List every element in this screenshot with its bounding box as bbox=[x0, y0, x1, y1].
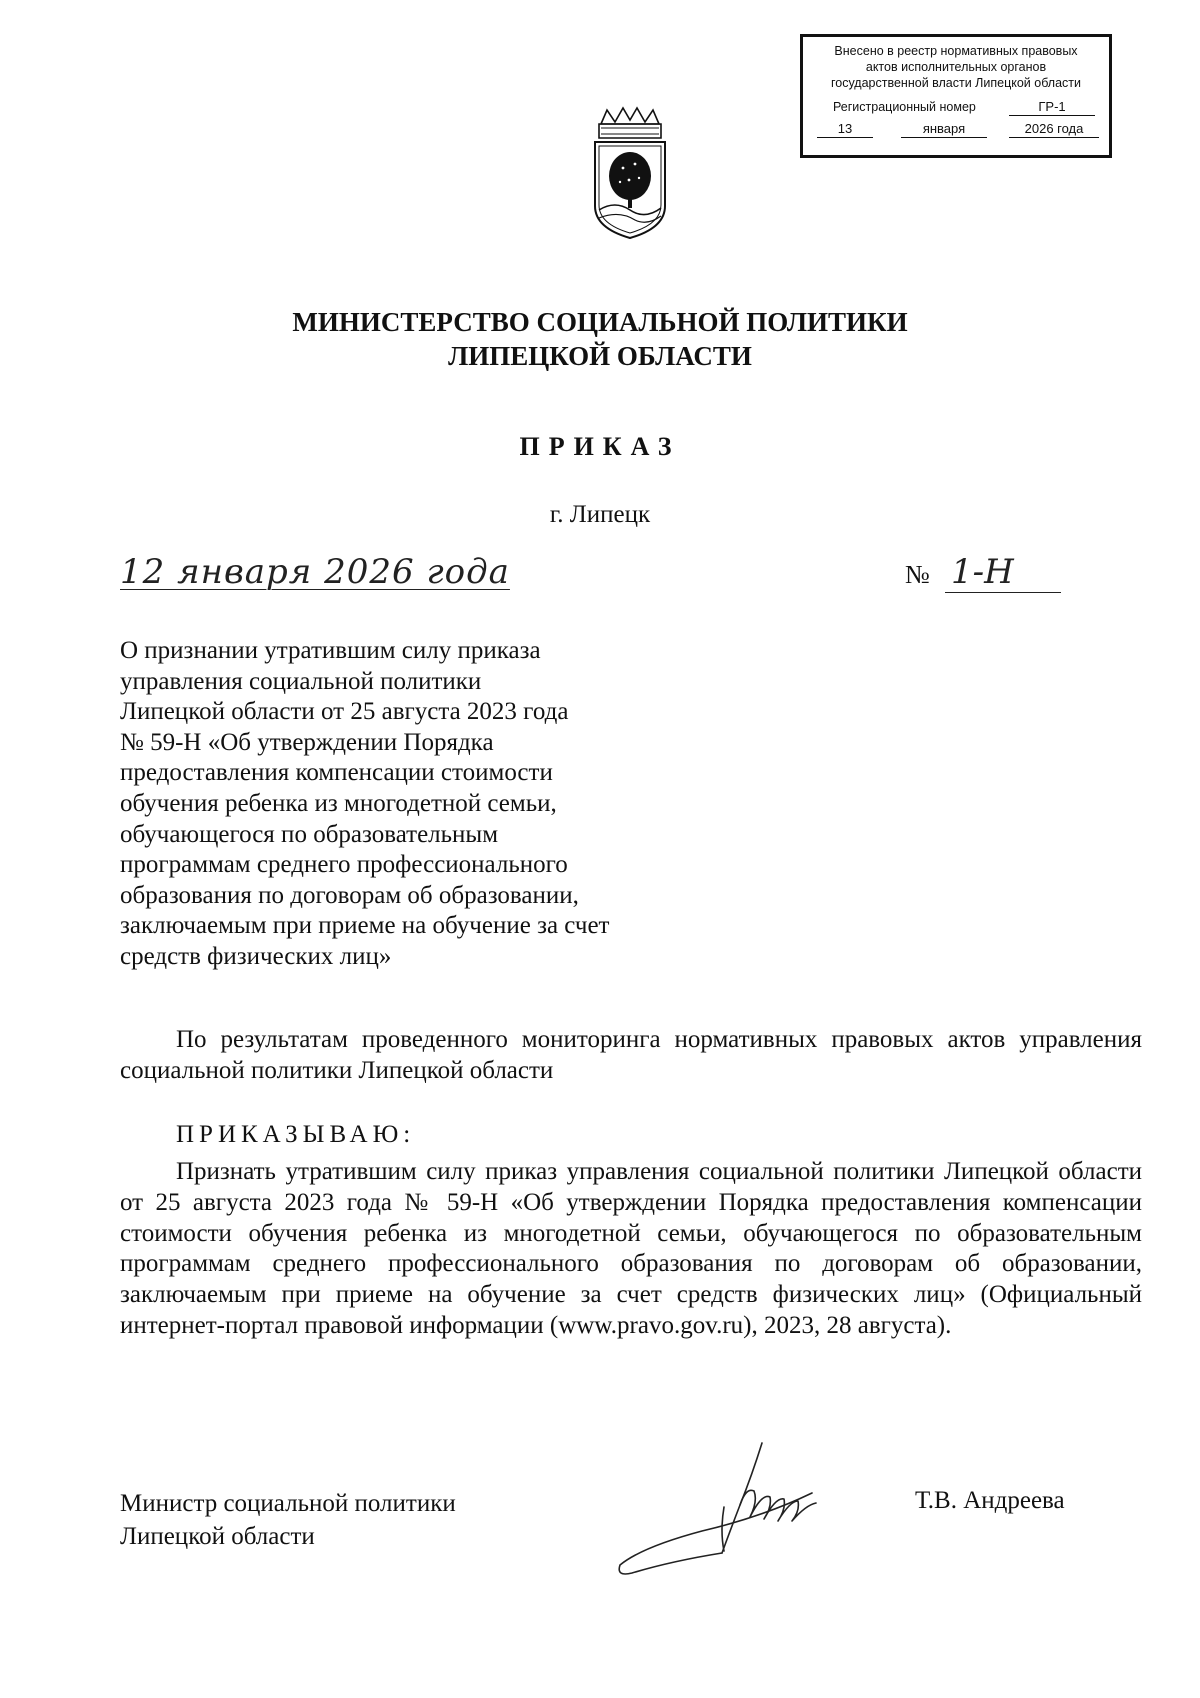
ministry-title-line2: ЛИПЕЦКОЙ ОБЛАСТИ bbox=[448, 341, 752, 371]
order-subject bbox=[120, 636, 680, 973]
subject-line: заключаемым при приеме на обучение за счет bbox=[120, 912, 610, 940]
stamp-line: Внесено в реестр нормативных правовых bbox=[834, 44, 1078, 58]
number-label: № bbox=[905, 560, 930, 589]
document-type-heading: ПРИКАЗ bbox=[519, 432, 681, 461]
city-label: г. Липецк bbox=[549, 501, 651, 528]
ministry-title-line1: МИНИСТЕРСТВО СОЦИАЛЬНОЙ ПОЛИТИКИ bbox=[292, 307, 908, 337]
subject-line: О признании утратившим силу приказа bbox=[120, 637, 541, 664]
registry-stamp bbox=[800, 34, 1112, 158]
stamp-reg-number: ГР-1 bbox=[1009, 99, 1095, 116]
signer-name: Т.В. Андреева bbox=[915, 1487, 1065, 1514]
lipetsk-coat-of-arms-icon bbox=[585, 106, 675, 244]
stamp-line: государственной власти Липецкой области bbox=[830, 76, 1082, 90]
subject-line: обучающегося по образовательным bbox=[120, 820, 499, 848]
stamp-month: января bbox=[901, 121, 987, 138]
subject-line: Липецкой области от 25 августа 2023 года bbox=[120, 698, 569, 726]
stamp-reg-row bbox=[803, 99, 1109, 117]
stamp-line: актов исполнительных органов bbox=[865, 60, 1047, 74]
signer-title bbox=[120, 1487, 456, 1553]
preamble-paragraph: По результатам проведенного мониторинга нормативных правовых актов управления социальной политики Липецкой области bbox=[120, 1026, 1142, 1084]
decree-paragraph: Признать утратившим силу приказ управления социальной политики Липецкой области от 25 августа 2023 года № 59-Н «Об утверждении Порядка предоставления компенсации стоимости обучения ребенка из многодетной семьи, обучающегося по образовательным программам среднего профессионального образования по договорам об образовании, заключаемым при приеме на обучение за счет средств физических лиц» (Официальный интернет-портал правовой информации (www.pravo.gov.ru), 2023, 28 августа). bbox=[120, 1158, 1142, 1339]
subject-line: № 59-Н «Об утверждении Порядка bbox=[120, 728, 494, 756]
signer-title-line: Министр социальной политики bbox=[120, 1490, 456, 1517]
stamp-reg-label: Регистрационный номер bbox=[833, 100, 976, 114]
stamp-date-row bbox=[803, 121, 1109, 139]
decree-label: ПРИКАЗЫВАЮ: bbox=[176, 1121, 416, 1148]
handwritten-number: 1-Н bbox=[945, 552, 1061, 593]
subject-line: программам среднего профессионального bbox=[120, 851, 568, 879]
subject-line: управления социальной политики bbox=[120, 667, 482, 695]
stamp-year: 2026 года bbox=[1009, 121, 1099, 138]
subject-line: предоставления компенсации стоимости bbox=[120, 759, 553, 787]
subject-line: образования по договорам об образовании, bbox=[120, 881, 579, 909]
subject-line: обучения ребенка из многодетной семьи, bbox=[120, 789, 557, 817]
handwritten-signature-icon bbox=[612, 1435, 872, 1585]
stamp-day: 13 bbox=[817, 121, 873, 138]
handwritten-date: 12 января 2026 года bbox=[120, 552, 510, 592]
subject-line: средств физических лиц» bbox=[120, 942, 392, 970]
signer-title-line: Липецкой области bbox=[120, 1523, 315, 1550]
